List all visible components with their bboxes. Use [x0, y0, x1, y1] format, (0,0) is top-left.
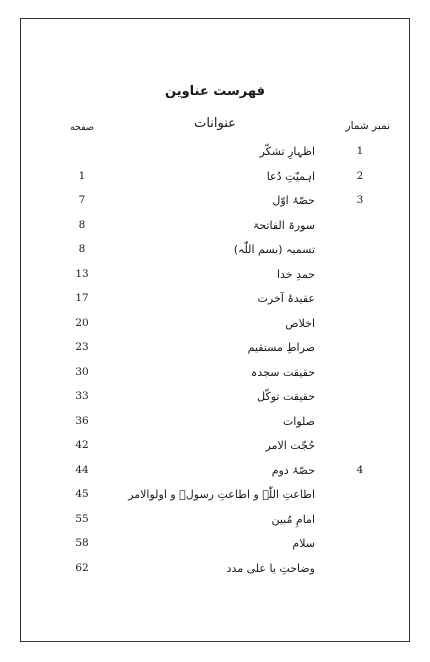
entry-title: سورۃ الفاتحۃ: [252, 218, 315, 232]
contents-row: [0, 537, 430, 562]
entry-page-number: 58: [75, 537, 89, 549]
entry-page-number: 62: [75, 561, 89, 574]
entry-page-number: 8: [78, 218, 86, 231]
contents-row: [0, 219, 430, 244]
entry-page-number: 17: [75, 292, 89, 304]
entry-page-number: 44: [75, 463, 89, 476]
entry-page-number: 55: [75, 512, 89, 525]
contents-row: [0, 464, 430, 489]
contents-row: [0, 366, 430, 391]
entry-title: امامِ مُبین: [271, 512, 315, 526]
entry-title: حصّۂ دوم: [271, 463, 315, 477]
contents-row: [0, 145, 430, 170]
header-page: صفحه: [69, 122, 95, 133]
entry-title: اطاعتِ اللّٰہ و اطاعتِ رسولؐ و اولوالامر: [128, 488, 315, 501]
entry-title: حقیقت سجدہ: [250, 365, 315, 379]
entry-title: وضاحتِ یا علی مدد: [226, 561, 315, 575]
contents-row: [0, 243, 430, 268]
contents-row: [0, 513, 430, 538]
entry-number: 4: [356, 463, 364, 476]
entry-title: عقیدۂ آخرت: [257, 292, 315, 305]
header-serial-number: نمبر شمار: [345, 120, 390, 132]
contents-row: [0, 170, 430, 195]
contents-list: [0, 145, 430, 586]
entry-title: صراطِ مستقیم: [247, 341, 315, 354]
entry-page-number: 36: [75, 414, 89, 427]
contents-row: [0, 439, 430, 464]
entry-title: اہمیّتِ دُعا: [266, 169, 315, 183]
contents-row: [0, 488, 430, 513]
contents-row: [0, 562, 430, 587]
entry-title: صلوات: [282, 414, 315, 428]
entry-page-number: 8: [78, 243, 86, 255]
entry-page-number: 1: [78, 169, 86, 182]
entry-title: تسمیہ (بسم اللّٰہ): [233, 243, 315, 256]
entry-page-number: 45: [75, 488, 89, 500]
entry-title: اظہارِ تشکّر: [259, 145, 315, 158]
page-title: فهرست عناوین: [165, 84, 265, 99]
contents-row: [0, 341, 430, 366]
entry-number: 3: [356, 194, 364, 206]
contents-row: [0, 415, 430, 440]
entry-number: 2: [356, 169, 364, 182]
contents-row: [0, 390, 430, 415]
contents-row: [0, 268, 430, 293]
entry-title: اخلاص: [285, 316, 315, 330]
contents-row: [0, 317, 430, 342]
entry-page-number: 42: [75, 439, 89, 451]
entry-title: حُجّت الامر: [265, 439, 315, 452]
entry-page-number: 33: [75, 390, 89, 402]
contents-row: [0, 194, 430, 219]
entry-page-number: 30: [75, 365, 89, 378]
entry-page-number: 23: [75, 341, 89, 353]
entry-title: سلام: [292, 537, 315, 550]
entry-page-number: 13: [75, 267, 89, 280]
entry-page-number: 7: [78, 194, 86, 206]
entry-title: حقیقت توکّل: [257, 390, 315, 403]
contents-row: [0, 292, 430, 317]
entry-title: حمدِ خدا: [276, 267, 315, 281]
header-titles: عنوانات: [194, 116, 236, 131]
entry-number: 1: [356, 145, 364, 157]
entry-page-number: 20: [75, 316, 89, 329]
entry-title: حصّۂ اوّل: [272, 194, 315, 207]
